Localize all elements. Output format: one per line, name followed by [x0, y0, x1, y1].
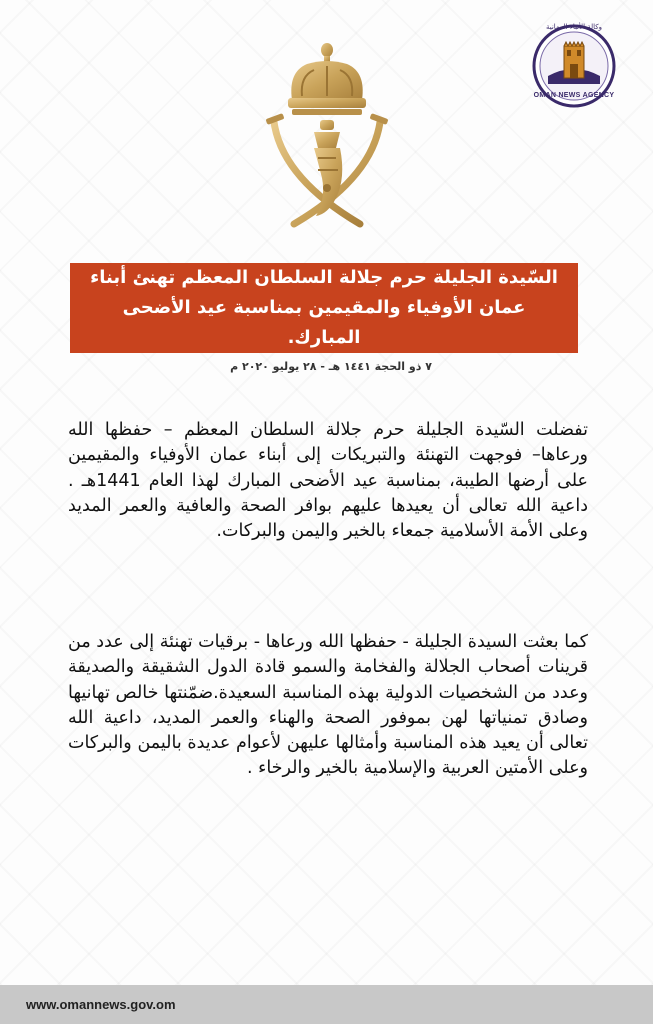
- agency-logo: [524, 22, 624, 114]
- agency-name-arabic: وكالة الأنباء العمانية: [545, 23, 603, 31]
- body-paragraph-1: تفضلت السّيدة الجليلة حرم جلالة السلطان المعظم – حفظها الله ورعاها– فوجهت التهنئة والتبريكات إلى أبناء عمان الأوفياء والمقيمين على أرضها الطيبة، بمناسبة عيد الأضحى المبارك لهذا العام 1441هـ . داعية الله تعالى أن يعيدها عليهم بوافر الصحة والعافية والعمر المديد وعلى الأمة الأسلامية جمعاء بالخير واليمن والبركات.: [68, 420, 588, 542]
- publication-date: ٧ ذو الحجة ١٤٤١ هـ - ٢٨ يوليو ٢٠٢٠ م: [230, 360, 432, 373]
- footer-website-link[interactable]: www.omannews.gov.om: [26, 997, 176, 1012]
- headline-text: السّيدة الجليلة حرم جلالة السلطان المعظم تهنئ أبناء عمان الأوفياء والمقيمين بمناسبة عيد الأضحى المبارك.: [90, 267, 558, 348]
- oman-emblem-icon: [252, 38, 402, 234]
- agency-logo-icon: [524, 22, 624, 114]
- footer-bar: [0, 985, 653, 1024]
- agency-name-english: OMAN NEWS AGENCY: [533, 92, 615, 99]
- headline-banner: [70, 263, 578, 353]
- body-paragraph-2: كما بعثت السيدة الجليلة - حفظها الله ورعاها - برقيات تهنئة إلى عدد من قرينات أصحاب الجلالة والفخامة والسمو قادة الدول الشقيقة والصديقة وعدد من الشخصيات الدولية بهذه المناسبة السعيدة.ضمّنتها خالص تهانيها وصادق تمنياتها لهن بموفور الصحة والهناء والعمر المديد، داعية الله تعالى أن يعيد هذه المناسبة وأمثالها عليهن لأعوام عديدة باليمن والبركات وعلى الأمتين العربية والإسلامية بالخير والرخاء .: [68, 632, 588, 779]
